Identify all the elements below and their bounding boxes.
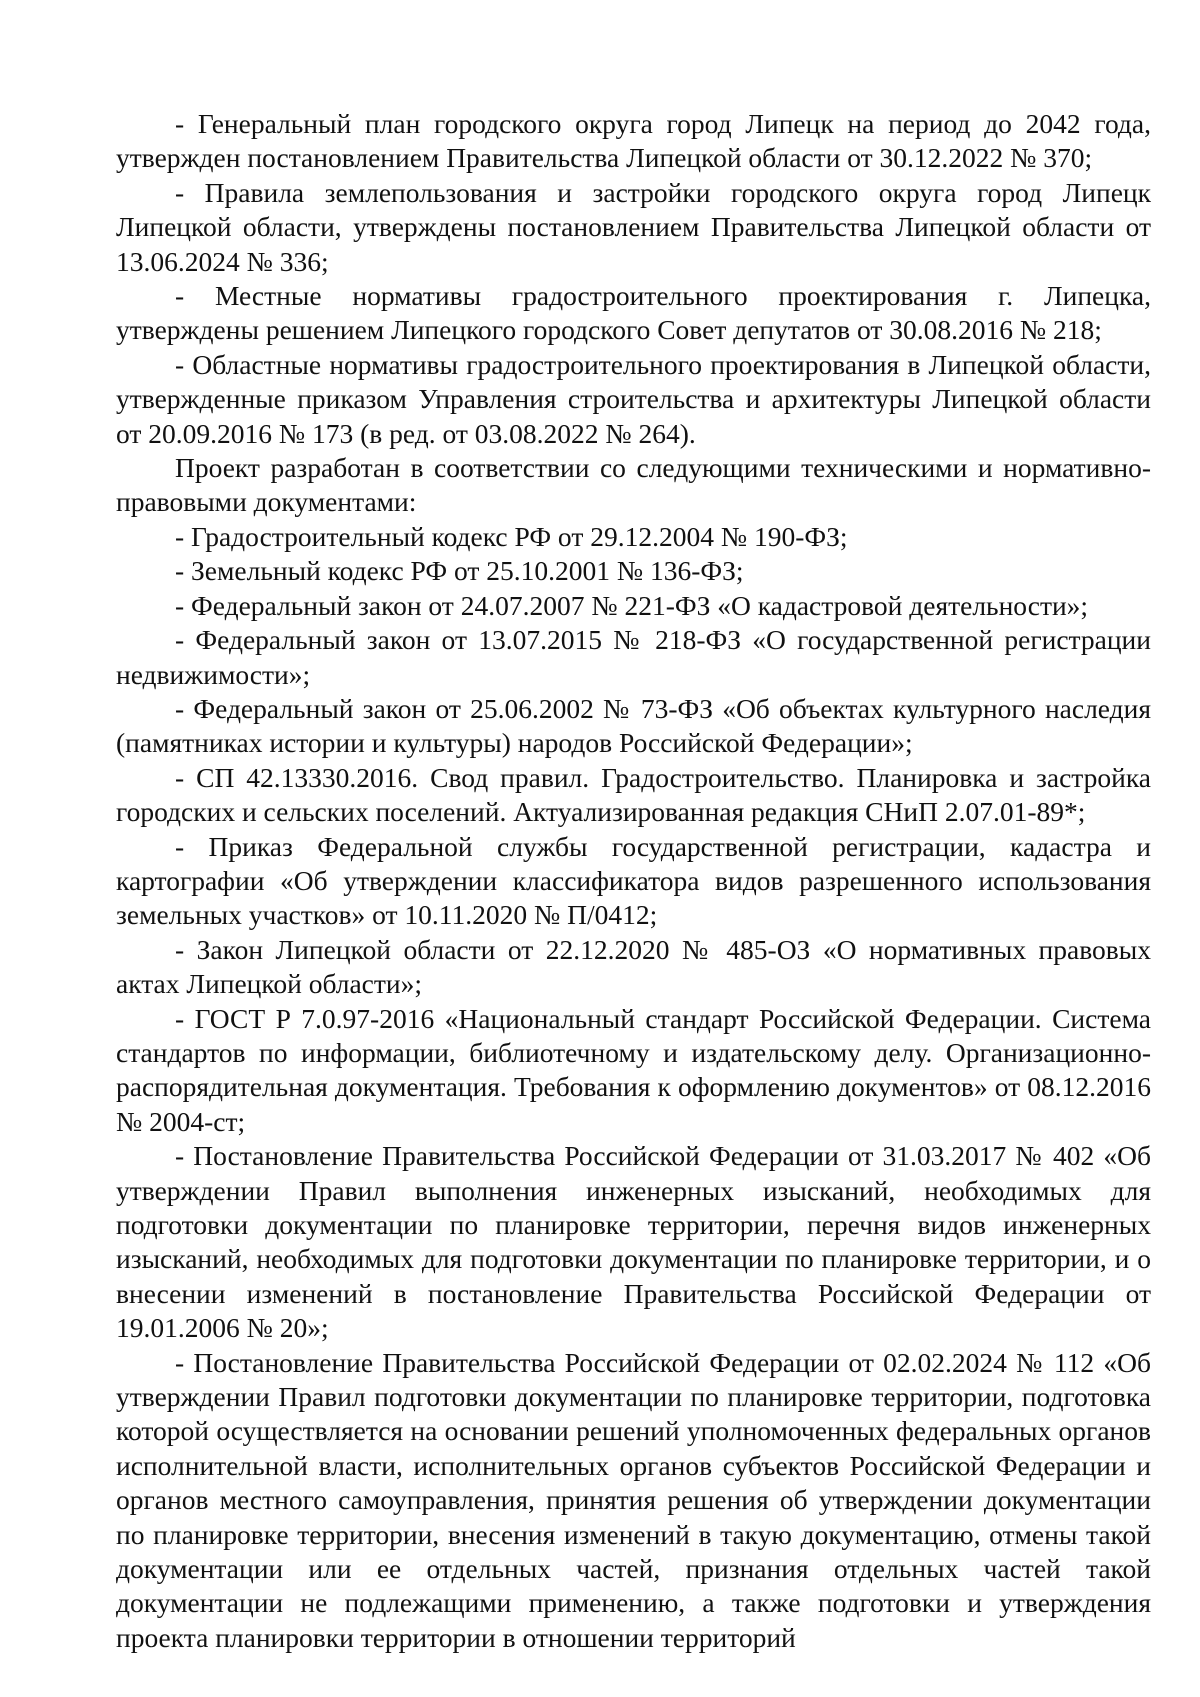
paragraph-resolution-402: - Постановление Правительства Российской Федерации от 31.03.2017 № 402 «Об утверждении Правил выполнения инженерных изысканий, необходимых для подготовки документации по планировке территории, перечня видов инженерных изысканий, необходимых для подготовки документации по планировке территории, и о внесении изменений в постановление Правительства Российской Федерации от 19.01.2006 № 20»; [116, 1140, 1151, 1344]
paragraph-cultural-heritage-law: - Федеральный закон от 25.06.2002 № 73-ФЗ «Об объектах культурного наследия (памятниках истории и культуры) народов Российской Федерации»; [116, 692, 1151, 759]
paragraph-registration-law: - Федеральный закон от 13.07.2015 № 218-ФЗ «О государственной регистрации недвижимости»; [116, 624, 1151, 690]
paragraph-land-use-rules: - Правила землепользования и застройки городского округа город Липецк Липецкой области, утверждены постановлением Правительства Липецкой области от 13.06.2024 № 336; [116, 176, 1151, 277]
paragraph-gost: - ГОСТ Р 7.0.97-2016 «Национальный стандарт Российской Федерации. Система стандартов по информации, библиотечному и издательскому делу. Организационно-распорядительная документация. Требования к оформлению документов» от 08.12.2016 № 2004-ст; [116, 1002, 1151, 1137]
paragraph-regional-standards: - Областные нормативы градостроительного проектирования в Липецкой области, утвержденные приказом Управления строительства и архитектуры Липецкой области от 20.09.2016 № 173 (в ред. от 03.08.2022 № 264). [116, 348, 1151, 449]
paragraph-local-standards: - Местные нормативы градостроительного проектирования г. Липецка, утверждены решением Липецкого городского Совет депутатов от 30.08.2016 № 218; [116, 280, 1151, 346]
paragraph-sp-42: - СП 42.13330.2016. Свод правил. Градостроительство. Планировка и застройка городских и сельских поселений. Актуализированная редакция СНиП 2.07.01-89*; [116, 761, 1151, 828]
paragraph-general-plan: - Генеральный план городского округа город Липецк на период до 2042 года, утвержден постановлением Правительства Липецкой области от 30.12.2022 № 370; [116, 108, 1151, 174]
paragraph-lipetsk-law: - Закон Липецкой области от 22.12.2020 № 485-ОЗ «О нормативных правовых актах Липецкой области»; [116, 933, 1151, 1000]
paragraph-rosreestr-order: - Приказ Федеральной службы государственной регистрации, кадастра и картографии «Об утверждении классификатора видов разрешенного использования земельных участков» от 10.11.2020 № П/0412; [116, 830, 1151, 931]
paragraph-resolution-112: - Постановление Правительства Российской Федерации от 02.02.2024 № 112 «Об утверждении Правил подготовки документации по планировке территории, подготовка которой осуществляется на основании решений уполномоченных федеральных органов исполнительной власти, исполнительных органов субъектов Российской Федерации и органов местного самоуправления, принятия решения об утверждении документации по планировке территории, внесения изменений в такую документацию, отмены такой документации или ее отдельных частей, признания отдельных частей такой документации не подлежащими применению, а также подготовки и утверждения проекта планировки территории в отношении территорий [116, 1346, 1151, 1653]
paragraph-cadastral-law: - Федеральный закон от 24.07.2007 № 221-ФЗ «О кадастровой деятельности»; [175, 589, 1089, 621]
document-page [116, 107, 1151, 1655]
paragraph-project-basis: Проект разработан в соответствии со следующими техническими и нормативно-правовыми документами: [116, 452, 1151, 518]
paragraph-land-code: - Земельный кодекс РФ от 25.10.2001 № 136-ФЗ; [175, 555, 744, 587]
paragraph-urban-code: - Градостроительный кодекс РФ от 29.12.2004 № 190-ФЗ; [175, 520, 848, 552]
